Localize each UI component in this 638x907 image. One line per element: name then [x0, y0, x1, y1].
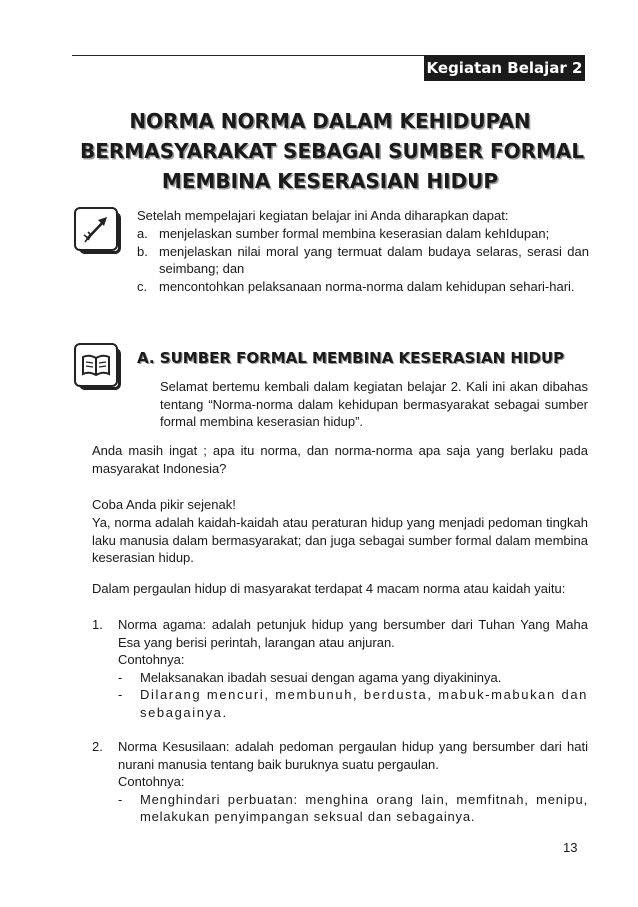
title-line: BERMASYARAKAT SEBAGAI SUMBER FORMAL	[80, 139, 585, 163]
norm-description: Norma agama: adalah petunjuk hidup yang bersumber dari Tuhan Yang Maha Esa yang berisi perintah, larangan atau anjuran.	[118, 617, 588, 650]
examples-list	[118, 791, 588, 826]
list-item: - Melaksanakan ibadah sesuai dengan agama yang diyakininya.	[118, 669, 502, 685]
examples-list	[118, 669, 588, 722]
list-text: mencontohkan pelaksanaan norma-norma dalam kehidupan sehari-hari.	[159, 278, 575, 294]
list-marker: b.	[137, 243, 148, 259]
examples-label: Contohnya:	[118, 774, 185, 789]
list-marker: a.	[137, 226, 148, 241]
list-item: - Dilarang mencuri, membunuh, berdusta, mabuk-mabukan dan sebagainya.	[118, 687, 588, 720]
think-line: Coba Anda pikir sejenak!	[92, 497, 236, 512]
welcome-paragraph: Selamat bertemu kembali dalam kegiatan belajar 2. Kali ini akan dibahas tentang “Norma-norma dalam kehidupan bermasyarakat sebagai sumber formal membina keserasian hidup”.	[160, 379, 588, 429]
norm-item	[92, 738, 588, 826]
lesson-badge: Kegiatan Belajar 2	[424, 55, 585, 81]
norm-number: 2.	[92, 739, 103, 754]
example-text: Melaksanakan ibadah sesuai dengan agama yang diyakininya.	[140, 669, 502, 685]
page-title	[80, 106, 585, 196]
list-item	[137, 243, 589, 278]
examples-label: Contohnya:	[118, 652, 185, 667]
example-text: Dilarang mencuri, membunuh, berdusta, mabuk-mabukan dan sebagainya.	[140, 687, 588, 720]
norm-description: Norma Kesusilaan: adalah pedoman pergaulan hidup yang bersumber dari hati nurani manusia tentang baik buruknya suatu pergaulan.	[118, 739, 588, 772]
page-number: 13	[563, 840, 578, 855]
norms-list	[92, 616, 588, 826]
example-text: Menghindari perbuatan: menghina orang lain, memfitnah, menipu, melakukan penyimpangan seksual dan sebagainya.	[140, 791, 588, 824]
title-line: MEMBINA KESERASIAN HIDUP	[161, 169, 499, 193]
list-item: - Menghindari perbuatan: menghina orang lain, memfitnah, menipu, melakukan penyimpangan seksual dan sebagainya.	[118, 791, 588, 824]
list-item	[137, 225, 589, 243]
list-text: menjelaskan sumber formal membina keserasian dalam kehIdupan;	[159, 226, 550, 241]
question-paragraph: Anda masih ingat ; apa itu norma, dan norma-norma apa saja yang berlaku pada masyarakat Indonesia?	[92, 443, 588, 476]
title-line: NORMA NORMA DALAM KEHIDUPAN	[129, 109, 531, 133]
norm-item	[92, 616, 588, 721]
norm-number: 1.	[92, 617, 103, 632]
objectives-list	[137, 225, 589, 295]
section-heading: A. SUMBER FORMAL MEMBINA KESERASIAN HIDUP	[137, 349, 565, 367]
list-marker: c.	[137, 278, 148, 294]
objectives-intro: Setelah mempelajari kegiatan belajar ini Anda diharapkan dapat:	[137, 208, 509, 223]
list-item	[137, 278, 589, 296]
open-book-icon	[74, 343, 118, 387]
arrow-target-icon	[74, 207, 118, 251]
list-text: menjelaskan nilai moral yang termuat dalam budaya selaras, serasi dan seimbang; dan	[159, 243, 589, 276]
norm-intro-paragraph: Dalam pergaulan hidup di masyarakat terdapat 4 macam norma atau kaidah yaitu:	[92, 581, 566, 596]
answer-paragraph: Ya, norma adalah kaidah-kaidah atau peraturan hidup yang menjadi pedoman tingkah laku manusia dalam bermasyarakat; dan juga sebagai sumber formal dalam membina keserasian hidup.	[92, 515, 588, 565]
